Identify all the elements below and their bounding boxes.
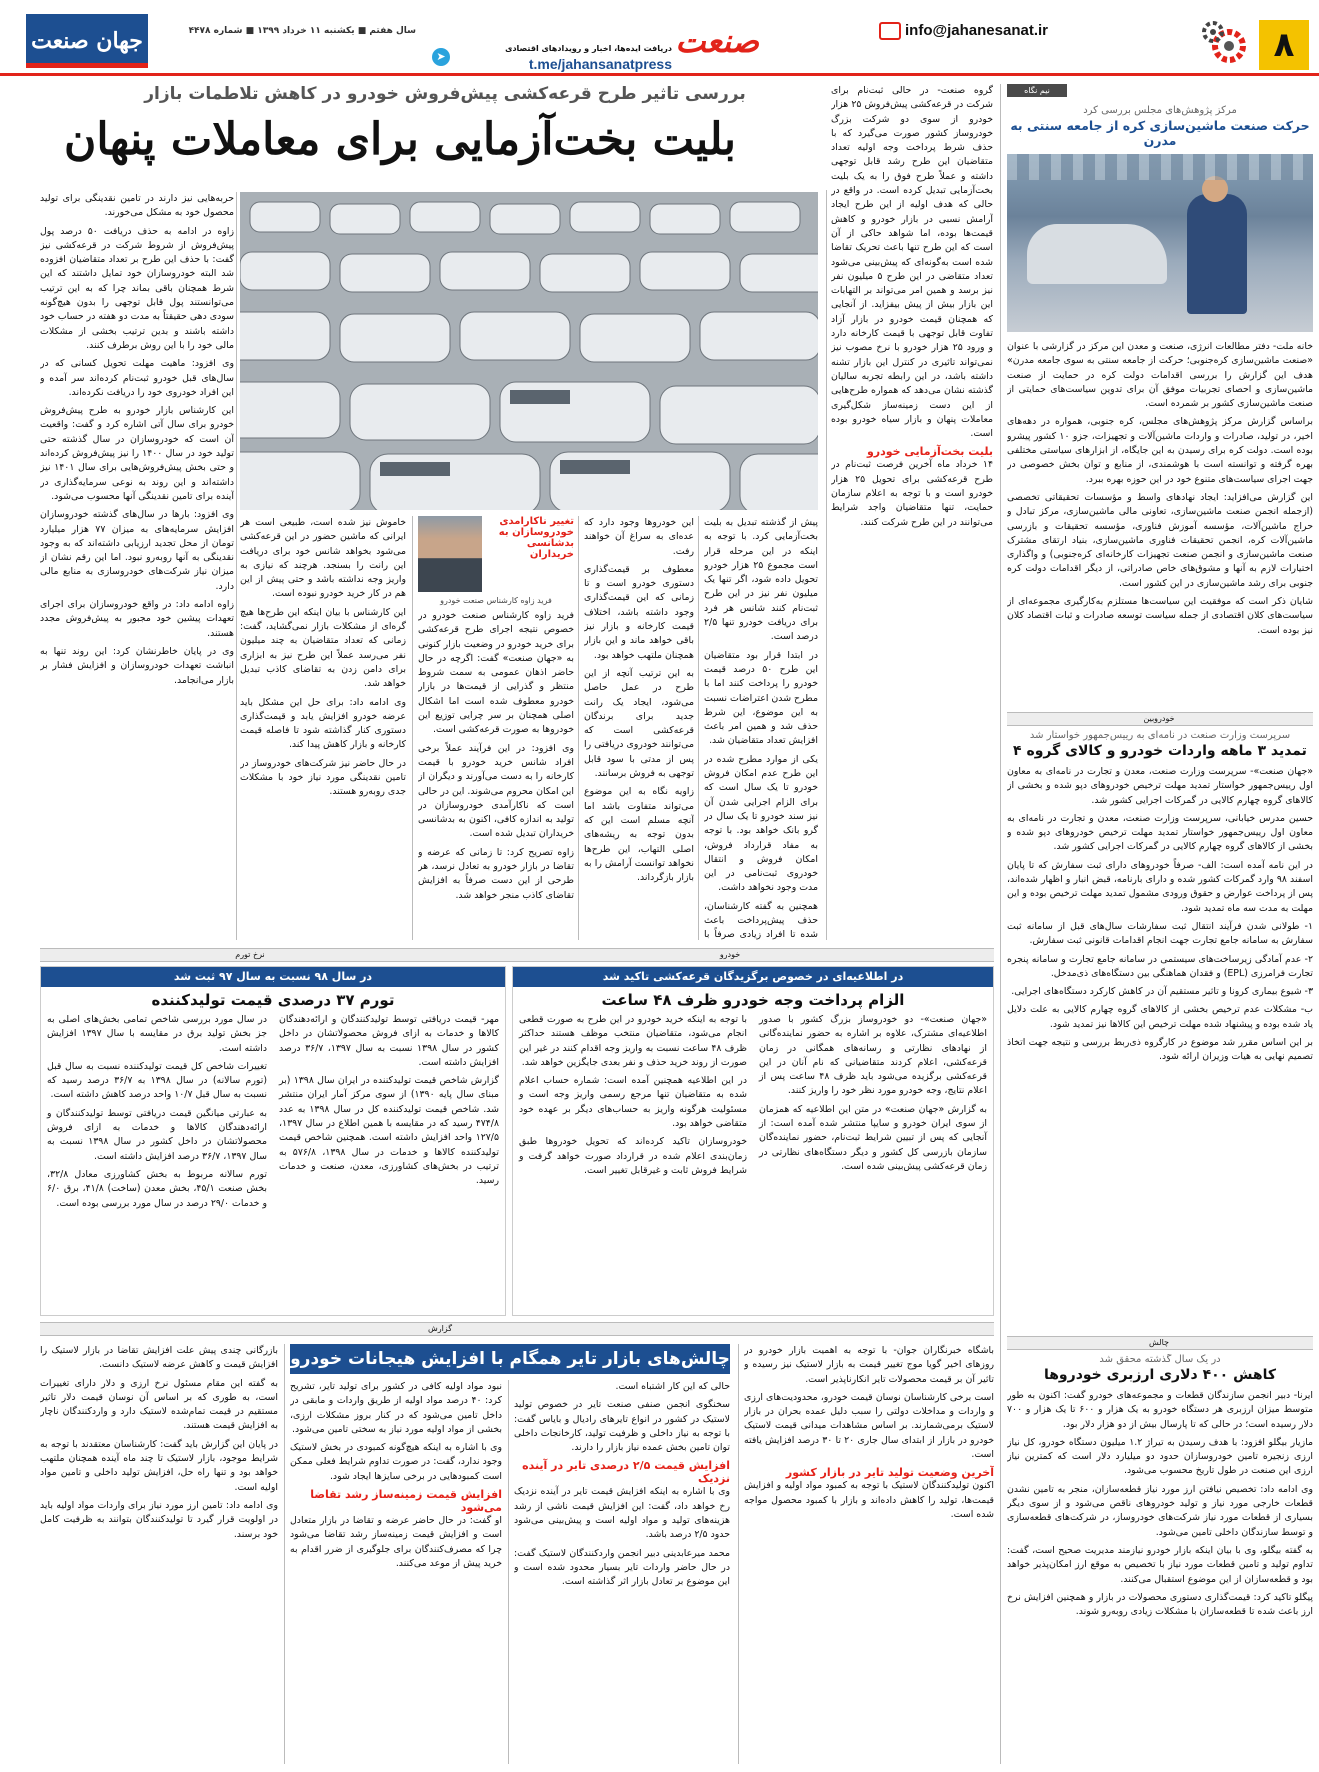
expert-caption: فرید زاوه کارشناس صنعت خودرو xyxy=(440,596,552,605)
bottom-title: چالش‌های بازار تایر همگام با افزایش هیجانات خودرو xyxy=(290,1344,730,1374)
section-tag-2: خودروبین xyxy=(1143,714,1175,723)
article-paragraph: وی در پایان خاطرنشان کرد: این روند تنها به انباشت تعهدات خودروسازان و افزایش فشار بر بازار می‌انجامد. xyxy=(40,645,234,686)
email-address[interactable]: info@jahanesanat.ir xyxy=(905,22,1048,39)
article-paragraph: به گفته بیگلو، وی با بیان اینکه بازار خودرو نیازمند مدیریت صحیح است، گفت: تداوم تولید و تامین قطعات مورد نیاز با تخصیص به موقع ارز امکان‌پذیر خواهد بود و قطعه‌سازان از این موضوع استقبال می‌کنند. xyxy=(1007,1544,1313,1585)
article-paragraph: اکنون تولیدکنندگان لاستیک با توجه به کمبود مواد اولیه و افزایش قیمت‌ها، تولید را کاهش داده‌اند و بازار با کمبود محصول مواجه شده است. xyxy=(744,1480,994,1520)
bottom-col-2 xyxy=(514,1380,730,1764)
article-paragraph: زاویه نگاه به این موضوع می‌تواند متفاوت باشد اما آنچه مسلم است این که بدون توجه به ریشه‌های اصلی التهاب، این طرح‌ها نخواهد توانست آرامش را به بازار بازگرداند. xyxy=(584,786,694,884)
article-paragraph: گزارش شاخص قیمت تولیدکننده در ایران سال ۱۳۹۸ (بر مبنای سال پایه ۱۳۹۰) از سوی مرکز آمار ایران منتشر شد. شاخص قیمت تولیدکننده کل در سال ۱۳۹۸ به عدد ۴۷۴/۸ رسید که در مقایسه با همین اطلاع در سال ۱۳۹۷، ۱۲۷/۵ واحد افزایش داشته است. همچنین شاخص قیمت تولیدکننده کالاها و خدمات در سال ۱۳۹۸، ۵۷۶/۸ به ترتیب در بخش‌های کشاورزی، معدن، صنعت و خدمات رسید. xyxy=(279,1075,499,1187)
issue-info: سال هفتم ■ یکشنبه ۱۱ خرداد ۱۳۹۹ ■ شماره ۴۴۷۸ xyxy=(188,26,416,36)
article-title: تمدید ۳ ماهه واردات خودرو و کالای گروه ۴ xyxy=(1013,743,1307,759)
bottom-col-4 xyxy=(40,1344,278,1764)
main-col-1 xyxy=(831,84,993,944)
expert-photo xyxy=(418,516,482,592)
article-paragraph: بازرگانی چندی پیش علت افزایش تقاضا در بازار لاستیک را افزایش قیمت و کاهش عرضه لاستیک دانست. xyxy=(40,1345,278,1371)
article-paragraph: وی ادامه داد: تخصیص نیافتن ارز مورد نیاز قطعه‌سازان، منجر به تامین نشدن قطعات خارجی مورد نیاز و تولید خودروهای ناقص می‌شود و از سوی دیگر بسیاری از قطعات مورد نیاز شرکت‌های خودروساز، در شرکت‌های قطعه‌سازی و توسط سازندگان داخلی تامین می‌شود. xyxy=(1007,1483,1313,1538)
column-rule xyxy=(412,516,413,940)
column-rule xyxy=(508,1380,509,1764)
middle-box xyxy=(512,966,994,1316)
main-col-4 xyxy=(418,516,574,940)
article-paragraph: ۱- طولانی شدن فرآیند انتقال ثبت سفارشات سال‌های قبل از سامانه ثبت سفارش به سامانه جامع تجارت جهت انجام اقدامات قانونی ثبت سفارش. xyxy=(1007,920,1313,947)
article-paragraph: حالی که این کار اشتباه است. xyxy=(615,1381,730,1392)
article-paragraph: با توجه به اینکه خرید خودرو در این طرح به صورت قطعی انجام می‌شود، متقاضیان منتخب موظف هستند حداکثر ظرف ۴۸ ساعت نسبت به واریز وجه اقدام کنند در غیر این صورت از روند خرید حذف و نفر بعدی جایگزین خواهد شد. xyxy=(519,1014,747,1068)
article-paragraph: یکی از موارد مطرح شده در این طرح عدم امکان فروش خودرو تا یک سال است که برای الزام اجرایی شدن آن نیز سند خودرو تا یک سال در گرو بانک خواهد بود. با توجه به مفاد قرارداد فروش، امکان فروش و انتقال خودروی ثبت‌نامی در این مدت وجود نخواهد داشت. xyxy=(704,753,818,894)
telegram-icon: ➤ xyxy=(432,48,450,66)
column-rule xyxy=(698,516,699,940)
column-rule xyxy=(284,1344,285,1764)
article-paragraph: این گزارش می‌افزاید: ایجاد نهادهای واسط و مؤسسات تحقیقاتی تخصصی (ازجمله انجمن صنعت ماشین‌سازی، تعاونی مالی ماشین‌سازی، مرکز تبادل و حراج ماشین‌آلات، مؤسسه آموزش فناوری، مؤسسه تحقیقات و بازرسی ماشین‌آلات کره، انجمن تحقیقات فناوری ماشین‌سازی، بنیاد ارتقای مشترک صنعت ماشین‌سازی و انجمن صنعت تجهیزات کارخانه‌ای کره‌جنوبی) و واگذاری اختیارات لازم به آنها و مشوق‌های خاص صادراتی، از دیگر اقدامات دولت کره جنوبی برای رشد ماشین‌سازی در این کشور است. xyxy=(1007,491,1313,589)
column-rule xyxy=(1000,84,1001,1764)
article-paragraph: به این ترتیب آنچه از این طرح در عمل حاصل می‌شود، ایجاد یک رانت جدید برای برندگان قرعه‌کشی است که می‌توانند خودروی دریافتی را پس از مدتی با سود قابل توجهی به فروش برسانند. xyxy=(584,667,694,780)
article-paragraph: او گفت: در حال حاضر عرضه و تقاضا در بازار متعادل است و افزایش قیمت زمینه‌ساز رشد تقاضا می‌شود چرا که مصرف‌کنندگان برای جلوگیری از ضرر اقدام به خرید پیش از موعد می‌کنند. xyxy=(290,1515,502,1569)
article-paragraph: گروه صنعت- در حالی ثبت‌نام برای شرکت در قرعه‌کشی پیش‌فروش ۲۵ هزار خودرو از سوی دو شرکت بزرگ خودروساز کشور صورت می‌گیرد که با حذف شرط پرداخت وجه اولیه تعداد متقاضیان این طرح رشد قابل توجهی داشته و عملاً طرح فوق را به یک بلیت بخت‌آزمایی تبدیل کرده است. در واقع در حالی که هدف اولیه از این طرح ایجاد آرامش نسبی در بازار خودرو و کاهش قیمت‌ها بوده، اما شواهد حاکی از آن است که این طرح تنها باعث تحریک تقاضا شده است به‌گونه‌ای که پیش‌بینی می‌شود تعداد متقاضی در این طرح ۵ میلیون نفر نیز برسد و همین امر می‌تواند بر التهابات این بازار بیش از پیش بیفزاید. از آنجایی که همچنان قیمت خودرو در بازار آزاد تفاوت قابل توجهی با قیمت کارخانه دارد و ورود ۲۵ هزار خودرو با نرخ مصوب نیز نمی‌تواند تاثیری در کنترل این بازار تشنه داشته باشد، در این رابطه تجربه سالیان گذشته نشان می‌دهد که همواره طرح‌هایی از این دست زمینه‌ساز شکل‌گیری معاملات پنهان و بازار سیاه خودرو بوده است. xyxy=(831,85,993,440)
article-paragraph: حربه‌هایی نیز دارند در تامین نقدینگی برای تولید محصول خود به مشکل می‌خورند. xyxy=(40,193,234,219)
header xyxy=(0,0,1319,76)
article-paragraph: معطوف بر قیمت‌گذاری دستوری خودرو است و تا زمانی که این قیمت‌گذاری وجود داشته باشد، اختلاف قیمت کارخانه و بازار نیز باقی خواهد ماند و این بازار همچنان ملتهب خواهد بود. xyxy=(584,563,694,661)
left-box-title: تورم ۳۷ درصدی قیمت تولیدکننده xyxy=(151,991,395,1009)
section-tag-3: چالش xyxy=(1148,1338,1170,1347)
article-paragraph: سخنگوی انجمن صنفی صنعت تایر در خصوص تولید لاستیک در کشور در انواع تایرهای رادیال و بایاس گفت: با توجه به نیاز داخلی و ظرفیت تولید، کارخانجات داخلی توان تامین بخش عمده نیاز بازار را دارند. xyxy=(514,1399,730,1454)
article-paragraph: ۳- شیوع بیماری کرونا و تاثیر مستقیم آن در کاهش کارکرد دستگاه‌های اجرایی. xyxy=(1011,986,1313,998)
article-paragraph: وی افزود: در این فرآیند عملاً برخی افراد شانس خرید خودرو با قیمت کارخانه را به دست می‌آورند و دیگران از این امکان محروم می‌شوند. این در حالی است که ناکارآمدی خودروسازان در تولید به اندازه کافی، اکنون به بدشانسی خریداران تبدیل شده است. xyxy=(418,742,574,840)
article-paragraph: وی ادامه داد: تامین ارز مورد نیاز برای واردات مواد اولیه باید در اولویت قرار گیرد تا تولیدکنندگان بتوانند به ظرفیت کامل خود برسند. xyxy=(40,1499,278,1540)
article-paragraph: وی افزود: بارها در سال‌های گذشته خودروسازان افزایش سرمایه‌های به میزان ۷۷ هزار میلیارد تومان از محل تجدید ارزیابی داشته‌اند که به وجود نقدینگی به آنها روبه‌رو نبود. اما این رقم نشان از میزان نیاز شرکت‌های خودروسازی به منابع مالی دارد. xyxy=(40,509,234,592)
middle-box-headline-bar: در اطلاعیه‌ای در خصوص برگزیدگان قرعه‌کشی تاکید شد xyxy=(513,967,993,987)
main-col-6 xyxy=(40,192,234,940)
article-paragraph: براساس گزارش مرکز پژوهش‌های مجلس، کره جنوبی، همواره در دهه‌های اخیر، در تولید، صادرات و واردات ماشین‌آلات و تجهیزات، جزو ۱۰ کشور پیشرو بوده است. دولت کره برای رسیدن به این جایگاه، از ابزارهای سیاستی مختلفی بهره گرفته و توانسته است با هوشمندی، از منابع و توان بخش خصوصی در جهت اجرای سیاست‌های متنوع خود در این حوزه بهره ببرد. xyxy=(1007,416,1313,485)
article-paragraph: مازیار بیگلو افزود: با هدف رسیدن به تیراژ ۱.۲ میلیون دستگاه خودرو، کل نیاز ارزی زنجیره تامین خودروسازان حدود دو میلیارد دلار است که کمترین نیاز ارزی این صنعت در طول تاریخ محسوب می‌شود. xyxy=(1007,1436,1313,1477)
column-rule xyxy=(578,516,579,940)
email-icon xyxy=(879,22,901,40)
expert-label: تغییر ناکارآمدی خودروسازان به بدشانسی خریداران xyxy=(498,516,574,560)
article-paragraph: در حال حاضر نیز شرکت‌های خودروساز در تامین نقدینگی مورد نیاز خود با مشکلات جدی روبه‌رو هستند. xyxy=(240,757,406,798)
article-paragraph: این خودروها وجود دارد که عده‌ای به سراغ آن خواهند رفت. xyxy=(584,517,694,557)
article-paragraph: زاوه تصریح کرد: تا زمانی که عرضه و تقاضا در بازار خودرو به تعادل نرسد، هر طرحی از این دست صرفاً به افزایش تقاضای کاذب منجر خواهد شد. xyxy=(418,846,574,901)
article-paragraph: تغییرات شاخص کل قیمت تولیدکننده نسبت به سال قبل (تورم سالانه) در سال ۱۳۹۸ به ۳۶/۷ درصد رسید که نسبت به سال قبل ۱۰/۷ واحد درصد کاهش داشته است. xyxy=(47,1060,267,1101)
article-paragraph: حسین مدرس خیابانی، سرپرست وزارت صنعت، معدن و تجارت در نامه‌ای به معاون اول رییس‌جمهور خواستار تمدید مهلت ترخیص خودروهای دپو شده و بخشی از کالاهای گروه چهارم کالایی در گمرکات اجرایی کشور شد. xyxy=(1007,812,1313,853)
column-rule xyxy=(826,190,827,940)
article-paragraph: محمد میرعابدینی دبیر انجمن واردکنندگان لاستیک گفت: در حال حاضر واردات تایر بسیار محدود شده است و این موضوع بر تعادل بازار اثر گذاشته است. xyxy=(514,1547,730,1588)
main-kicker: بررسی تاثیر طرح قرعه‌کشی پیش‌فروش خودرو در کاهش تلاطمات بازار xyxy=(144,84,746,104)
article-paragraph: تورم سالانه مربوط به بخش کشاورزی معادل ۳۲/۸، بخش صنعت ۴۵/۱، بخش معدن (ساخت) ۴۱/۸، برق ۶/۰ و خدمات ۲۹/۰ درصد در سال مورد بررسی بوده است. xyxy=(47,1168,268,1209)
gear-icon xyxy=(1199,16,1249,72)
factory-photo xyxy=(1007,154,1313,332)
article-paragraph: در این نامه آمده است: الف- صرفاً خودروهای دارای ثبت سفارش که تا پایان اسفند ۹۸ وارد گمرکات کشور شده و دارای بارنامه، قبض انبار و اظهار شده‌اند، پس از پرداخت عوارض و حقوق ورودی مشمول تمدید مهلت ترخیص بوده و این مهلت به مدت سه ماه تمدید شود. xyxy=(1007,859,1313,914)
article-paragraph: در سال مورد بررسی شاخص تمامی بخش‌های اصلی به جز بخش تولید برق در مقایسه با سال ۱۳۹۷ افزایش داشته است. xyxy=(47,1014,268,1054)
boxes-strip xyxy=(40,948,994,962)
article-paragraph: به گفته این مقام مسئول نرخ ارزی و دلار دارای تغییرات است، به طوری که بر اساس آن نوسان قیمت دلار تاثیر مستقیم در قیمت تمام‌شده لاستیک دارد و واردکنندگان ناچار به افزایش قیمت هستند. xyxy=(40,1377,278,1432)
main-col-2 xyxy=(704,516,818,940)
main-col-3 xyxy=(584,516,694,940)
article-paragraph: این کارشناس با بیان اینکه این طرح‌ها هیچ گره‌ای از مشکلات بازار نمی‌گشاید، گفت: زمانی که تعداد متقاضیان به چند میلیون نفر می‌رسد عملاً این طرح نیز به ابزاری برای دامن زدن به تقاضای کاذب تبدیل خواهد شد. xyxy=(240,606,406,690)
subheading: افزایش قیمت زمینه‌ساز رشد تقاضا می‌شود xyxy=(310,1488,502,1515)
article-paragraph: وی افزود: ماهیت مهلت تحویل کسانی که در سال‌های قبل خودرو ثبت‌نام کرده‌اند سر آمده و این افراد خودروی خود را دریافت نکرده‌اند. xyxy=(40,358,234,398)
article-paragraph: در این اطلاعیه همچنین آمده است: شماره حساب اعلام شده به متقاضیان تنها مرجع رسمی واریز وجه است و مسئولیت هرگونه واریز به حساب‌های دیگر بر عهده خود متقاضی خواهد بود. xyxy=(519,1075,747,1130)
bottom-tag: گزارش xyxy=(427,1324,453,1333)
right-article-2 xyxy=(1007,730,1313,1230)
article-title: کاهش ۴۰۰ دلاری ارزبری خودروها xyxy=(1043,1367,1277,1383)
bottom-col-3 xyxy=(290,1380,502,1764)
cars-photo xyxy=(240,192,818,510)
main-title: بلیت بخت‌آزمایی برای معاملات پنهان xyxy=(64,114,736,165)
article-paragraph: خاموش نیز شده است، طبیعی است هر ایرانی که ماشین حضور در این قرعه‌کشی می‌شود بخواهد شانس خود برای دریافت این رانت را بسنجد. هرچند که نیازی به واریز وجه نداشته باشد و حتی پیش از این هم در کار خرید خودرو نبوده است. xyxy=(240,517,406,600)
article-paragraph: همچنین به گفته کارشناسان، حذف پیش‌پرداخت باعث شده تا افراد زیادی صرفاً با xyxy=(704,900,818,940)
main-col-5 xyxy=(240,516,406,940)
article-paragraph: «جهان صنعت»- سرپرست وزارت صنعت، معدن و تجارت در نامه‌ای به معاون اول رییس‌جمهور خواستار تمدید مهلت ترخیص خودروهای دپو شده و بخشی از کالاهای گروه چهارم کالایی در گمرکات اجرایی کشور شد. xyxy=(1007,766,1313,806)
article-paragraph: شایان ذکر است که موفقیت این سیاست‌ها مستلزم به‌کارگیری مجموعه‌ای از سیاست‌های کلان اقتصادی از جمله سیاست توسعه صادرات و ثبات اقتصاد کلان نیز بوده است. xyxy=(1007,596,1313,636)
article-kicker: در یک سال گذشته محقق شد xyxy=(1099,1354,1221,1365)
left-box-headline-bar: در سال ۹۸ نسبت به سال ۹۷ ثبت شد xyxy=(41,967,505,987)
expert-box xyxy=(418,516,574,592)
article-paragraph: ۲- عدم آمادگی زیرساخت‌های سیستمی در سامانه جامع تجارت و سامانه پنجره تجارت فرامرزی (EPL) و فقدان هماهنگی بین دستگاه‌های ذی‌مدخل. xyxy=(1007,953,1313,979)
parking-lot-illustration xyxy=(240,192,818,510)
article-paragraph: نبود مواد اولیه کافی در کشور برای تولید تایر، تشریح کرد: ۴۰ درصد مواد اولیه از طریق واردات و مابقی در داخل تامین می‌شود که در کنار بروز مشکلات ارزی، بخشی از مواد اولیه مورد نیاز به سختی تامین می‌شود. xyxy=(290,1381,502,1435)
article-paragraph: خودروسازان تاکید کرده‌اند که تحویل خودروها طبق زمان‌بندی اعلام شده در قرارداد صورت خواهد گرفت و شرایط فروش ثابت و غیرقابل تغییر است. xyxy=(519,1136,747,1176)
article-paragraph: در پایان این گزارش باید گفت: کارشناسان معتقدند با توجه به شرایط موجود، بازار لاستیک تا چند ماه آینده همچنان ملتهب خواهد بود و تنها راه حل، افزایش تولید داخلی و تامین مواد اولیه است. xyxy=(40,1438,278,1493)
article-paragraph: به عبارتی میانگین قیمت دریافتی توسط تولیدکنندگان و ارائه‌دهندگان کالاها و خدمات به ازای فروش محصولاتشان در داخل کشور در سال ۱۳۹۸ نسبت به سال ۱۳۹۷، ۳۶/۷ درصد افزایش داشته است. xyxy=(47,1107,267,1162)
bottom-strip xyxy=(40,1322,994,1336)
article-paragraph: زاوه ادامه داد: در واقع خودروسازان برای اجرای تعهدات پیشین خود مجبور به پیش‌فروش مجدد هستند. xyxy=(40,599,234,639)
article-paragraph: ایرنا- دبیر انجمن سازندگان قطعات و مجموعه‌های خودرو گفت: اکنون به طور متوسط میزان ارزبری هر دستگاه خودرو به یک هزار و ۶۰۰ تا یک هزار و ۷۰۰ دلار رسیده است؛ در حالی که تا پارسال بیش از دو هزار دلار بود. xyxy=(1007,1390,1313,1430)
right-article-3 xyxy=(1007,1354,1313,1766)
article-kicker: مرکز پژوهش‌های مجلس بررسی کرد xyxy=(1083,105,1237,116)
article-paragraph: بر این اساس مقرر شد موضوع در کارگروه ذی‌ربط بررسی و نتیجه جهت اتخاذ تصمیم نهایی به هیات وزیران ارائه شود. xyxy=(1007,1037,1313,1063)
subheading: بلیت بخت‌آزمایی خودرو xyxy=(866,445,993,459)
article-paragraph: به گزارش «جهان صنعت» در متن این اطلاعیه که همزمان از سوی ایران خودرو و سایپا منتشر شده آمده است: از آنجایی که پس از تبیین شرایط ثبت‌نام، حضور نماینده‌گان سازمان بازرسی کل کشور و دیگر دستگاه‌های نظارتی در زمان قرعه‌کشی پیش‌بینی شده است. xyxy=(759,1103,987,1172)
article-paragraph: این کارشناس بازار خودرو به طرح پیش‌فروش خودرو برای سال آتی اشاره کرد و گفت: واقعیت آن است که خودروسازان در سال گذشته حتی تولید خود در سال ۱۴۰۰ را نیز پیش‌فروش کرده‌اند و حتی بخش پیش‌فروش‌هایی برای سال ۱۴۰۱ نیز داشته‌اند و این روند به نوعی سرمایه‌گذاری در آینده برای تامین نقدینگی آنها محسوب می‌شود. xyxy=(40,405,234,502)
telegram-link[interactable]: t.me/jahansanatpress xyxy=(528,56,672,72)
article-paragraph: فرید زاوه کارشناس صنعت خودرو در خصوص نتیجه اجرای طرح قرعه‌کشی برای خرید خودرو در وضعیت بازار کنونی به «جهان صنعت» گفت: اگرچه در حال حاضر اذهان عمومی به سمت شروط منتظر و گذرایی از قیمت‌ها در بازار خودرو معطوف شده است اما اشکال اصلی همچنان بر سر چرایی توزیع این خودروها به صورت قرعه‌کشی است. xyxy=(418,610,574,736)
left-box-tag: نرخ تورم xyxy=(235,950,265,959)
article-paragraph: وی با اشاره به اینکه هیچ‌گونه کمبودی در بخش لاستیک وجود ندارد، گفت: در صورت تداوم شرایط فعلی ممکن است کمبودهایی در برخی سایزها ایجاد شود. xyxy=(290,1442,502,1482)
subheading: افزایش قیمت ۲/۵ درصدی تایر در آینده نزدیک xyxy=(522,1459,730,1486)
article-paragraph: وی با اشاره به اینکه افزایش قیمت تایر در آینده نزدیک رخ خواهد داد، گفت: این افزایش قیمت ناشی از رشد هزینه‌های تولید و مواد اولیه است و پیش‌بینی می‌شود حدود ۲/۵ درصد باشد. xyxy=(514,1486,730,1541)
article-paragraph: پیگلو تاکید کرد: قیمت‌گذاری دستوری محصولات در بازار و همچنین افزایش نرخ ارز باعث شده تا قطعه‌سازان با مشکلات زیادی روبه‌رو شوند. xyxy=(1007,1591,1313,1618)
middle-box-title: الزام پرداخت وجه خودرو ظرف ۴۸ ساعت xyxy=(601,991,905,1009)
middle-box-tag: خودرو xyxy=(719,950,741,959)
bottom-col-1 xyxy=(744,1344,994,1764)
article-paragraph: زاوه در ادامه به حذف دریافت ۵۰ درصد پول پیش‌فروش از شروط شرکت در قرعه‌کشی نیز گفت: با حذف این طرح بر تعداد متقاضیان افزوده شد البته خودروسازان خود تمایل داشتند که این شرط همچنان باقی بماند چرا که به این ترتیب می‌توانستند پول قابل توجهی را بدون هیچ‌گونه سودی دهی حقیقتاً به مدت دو هفته در حساب خود داشته باشند و بدین ترتیب بخشی از مشکلات مالی خود را با این روش برطرف کنند. xyxy=(40,225,234,351)
article-paragraph: ب- مشکلات عدم ترخیص بخشی از کالاهای گروه چهارم کالایی به علت دلایل یاد شده بوده و پیشنهاد شده مهلت ترخیص این کالاها نیز تمدید شود. xyxy=(1007,1004,1313,1030)
article-paragraph: «جهان صنعت»- دو خودروساز بزرگ کشور با صدور اطلاعیه‌ای مشترک، علاوه بر اشاره به حضور نماینده‌گانی از نهادهای نظارتی و رسانه‌های همگانی در زمان قرعه‌کشی، اعلام کردند متقاضیانی که نام آنان در این قرعه‌کشی برگزیده می‌شود باید ظرف ۴۸ ساعت پس از اعلام نتایج، وجه خودرو مورد نظر خود را واریز کنند. xyxy=(759,1014,988,1097)
article-kicker: سرپرست وزارت صنعت در نامه‌ای به رییس‌جمهور خواستار شد xyxy=(1029,730,1291,741)
article-paragraph: مهر- قیمت دریافتی توسط تولیدکنندگان و ارائه‌دهندگان کالاها و خدمات به ازای فروش محصولاتشان در داخل کشور در سال ۱۳۹۸ نسبت به سال ۱۳۹۷، ۳۶/۷ درصد افزایش داشته است. xyxy=(279,1014,499,1068)
section-logo: صنعت xyxy=(675,22,759,60)
article-paragraph: وی ادامه داد: برای حل این مشکل باید عرضه خودرو افزایش یابد و قیمت‌گذاری دستوری کنار گذاشته شود تا فاصله قیمت کارخانه و بازار کاهش پیدا کند. xyxy=(240,696,406,751)
subheading: آخرین وضعیت تولید تایر در بازار کشور xyxy=(785,1466,994,1480)
article-title: حرکت صنعت ماشین‌سازی کره از جامعه سنتی به مدرن xyxy=(1010,118,1310,148)
article-paragraph: ۱۴ خرداد ماه آخرین فرصت ثبت‌نام در طرح قرعه‌کشی برای تحویل ۲۵ هزار خودرو است و با توجه به اعلام سازمان حمایت، تنها متقاضیان واجد شرایط می‌توانند در این طرح شرکت کنند. xyxy=(831,459,993,528)
article-paragraph: خانه ملت- دفتر مطالعات انرژی، صنعت و معدن این مرکز در گزارشی با عنوان «صنعت ماشین‌سازی کره‌جنوبی؛ حرکت از جامعه سنتی به سوی جامعه مدرن» هدف این گزارش را بررسی اقدامات دولت کره در حمایت از صنعت ماشین‌سازی و احصای تجربیات موفق آن برای تدوین سیاست‌های حمایتی از صنعت ماشین‌سازی کشور بر شمرده است. xyxy=(1007,341,1313,410)
masthead-logo: جهان صنعت xyxy=(26,14,148,68)
page-number: ۸ xyxy=(1259,20,1309,70)
article-paragraph: پیش از گذشته تبدیل به بلیت بخت‌آزمایی کرد. با توجه به اینکه در این مرحله قرار است مجموع ۲۵ هزار خودرو تحویل داده شود، اگر تنها یک میلیون نفر نیز در این طرح ثبت‌نام کنند شانس هر فرد برای دریافت خودرو تنها ۲/۵ درصد است. xyxy=(704,517,818,643)
section-tag: نیم نگاه xyxy=(1007,84,1067,97)
article-paragraph: در ابتدا قرار بود متقاضیان این طرح ۵۰ درصد قیمت خودرو را پرداخت کنند اما با مطرح شدن اعتراضات نسبت به این موضوع، این شرط حذف شد و همین امر باعث افزایش تعداد متقاضیان شد. xyxy=(704,649,818,747)
article-paragraph: است برخی کارشناسان نوسان قیمت خودرو، محدودیت‌های ارزی و واردات و مداخلات دولتی را سبب دلیل عمده بحران در بازار لاستیک برمی‌شمارند. بر اساس مشاهدات میدانی قیمت لاستیک خودرو در بازار از ابتدای سال جاری ۲۰ تا ۳۰ درصد افزایش یافته است. xyxy=(744,1391,994,1461)
column-rule xyxy=(738,1344,739,1764)
telegram-caption: دریافت ایده‌ها، اخبار و رویدادهای اقتصادی xyxy=(505,44,672,53)
article-paragraph: باشگاه خبرنگاران جوان- با توجه به اهمیت بازار خودرو در روزهای اخیر گویا موج تغییر قیمت به بازار لاستیک نیز رسیده و تاثیر آن بر قیمت محصولات تایر انکارناپذیر است. xyxy=(744,1345,994,1385)
left-box xyxy=(40,966,506,1316)
column-rule xyxy=(236,192,237,940)
